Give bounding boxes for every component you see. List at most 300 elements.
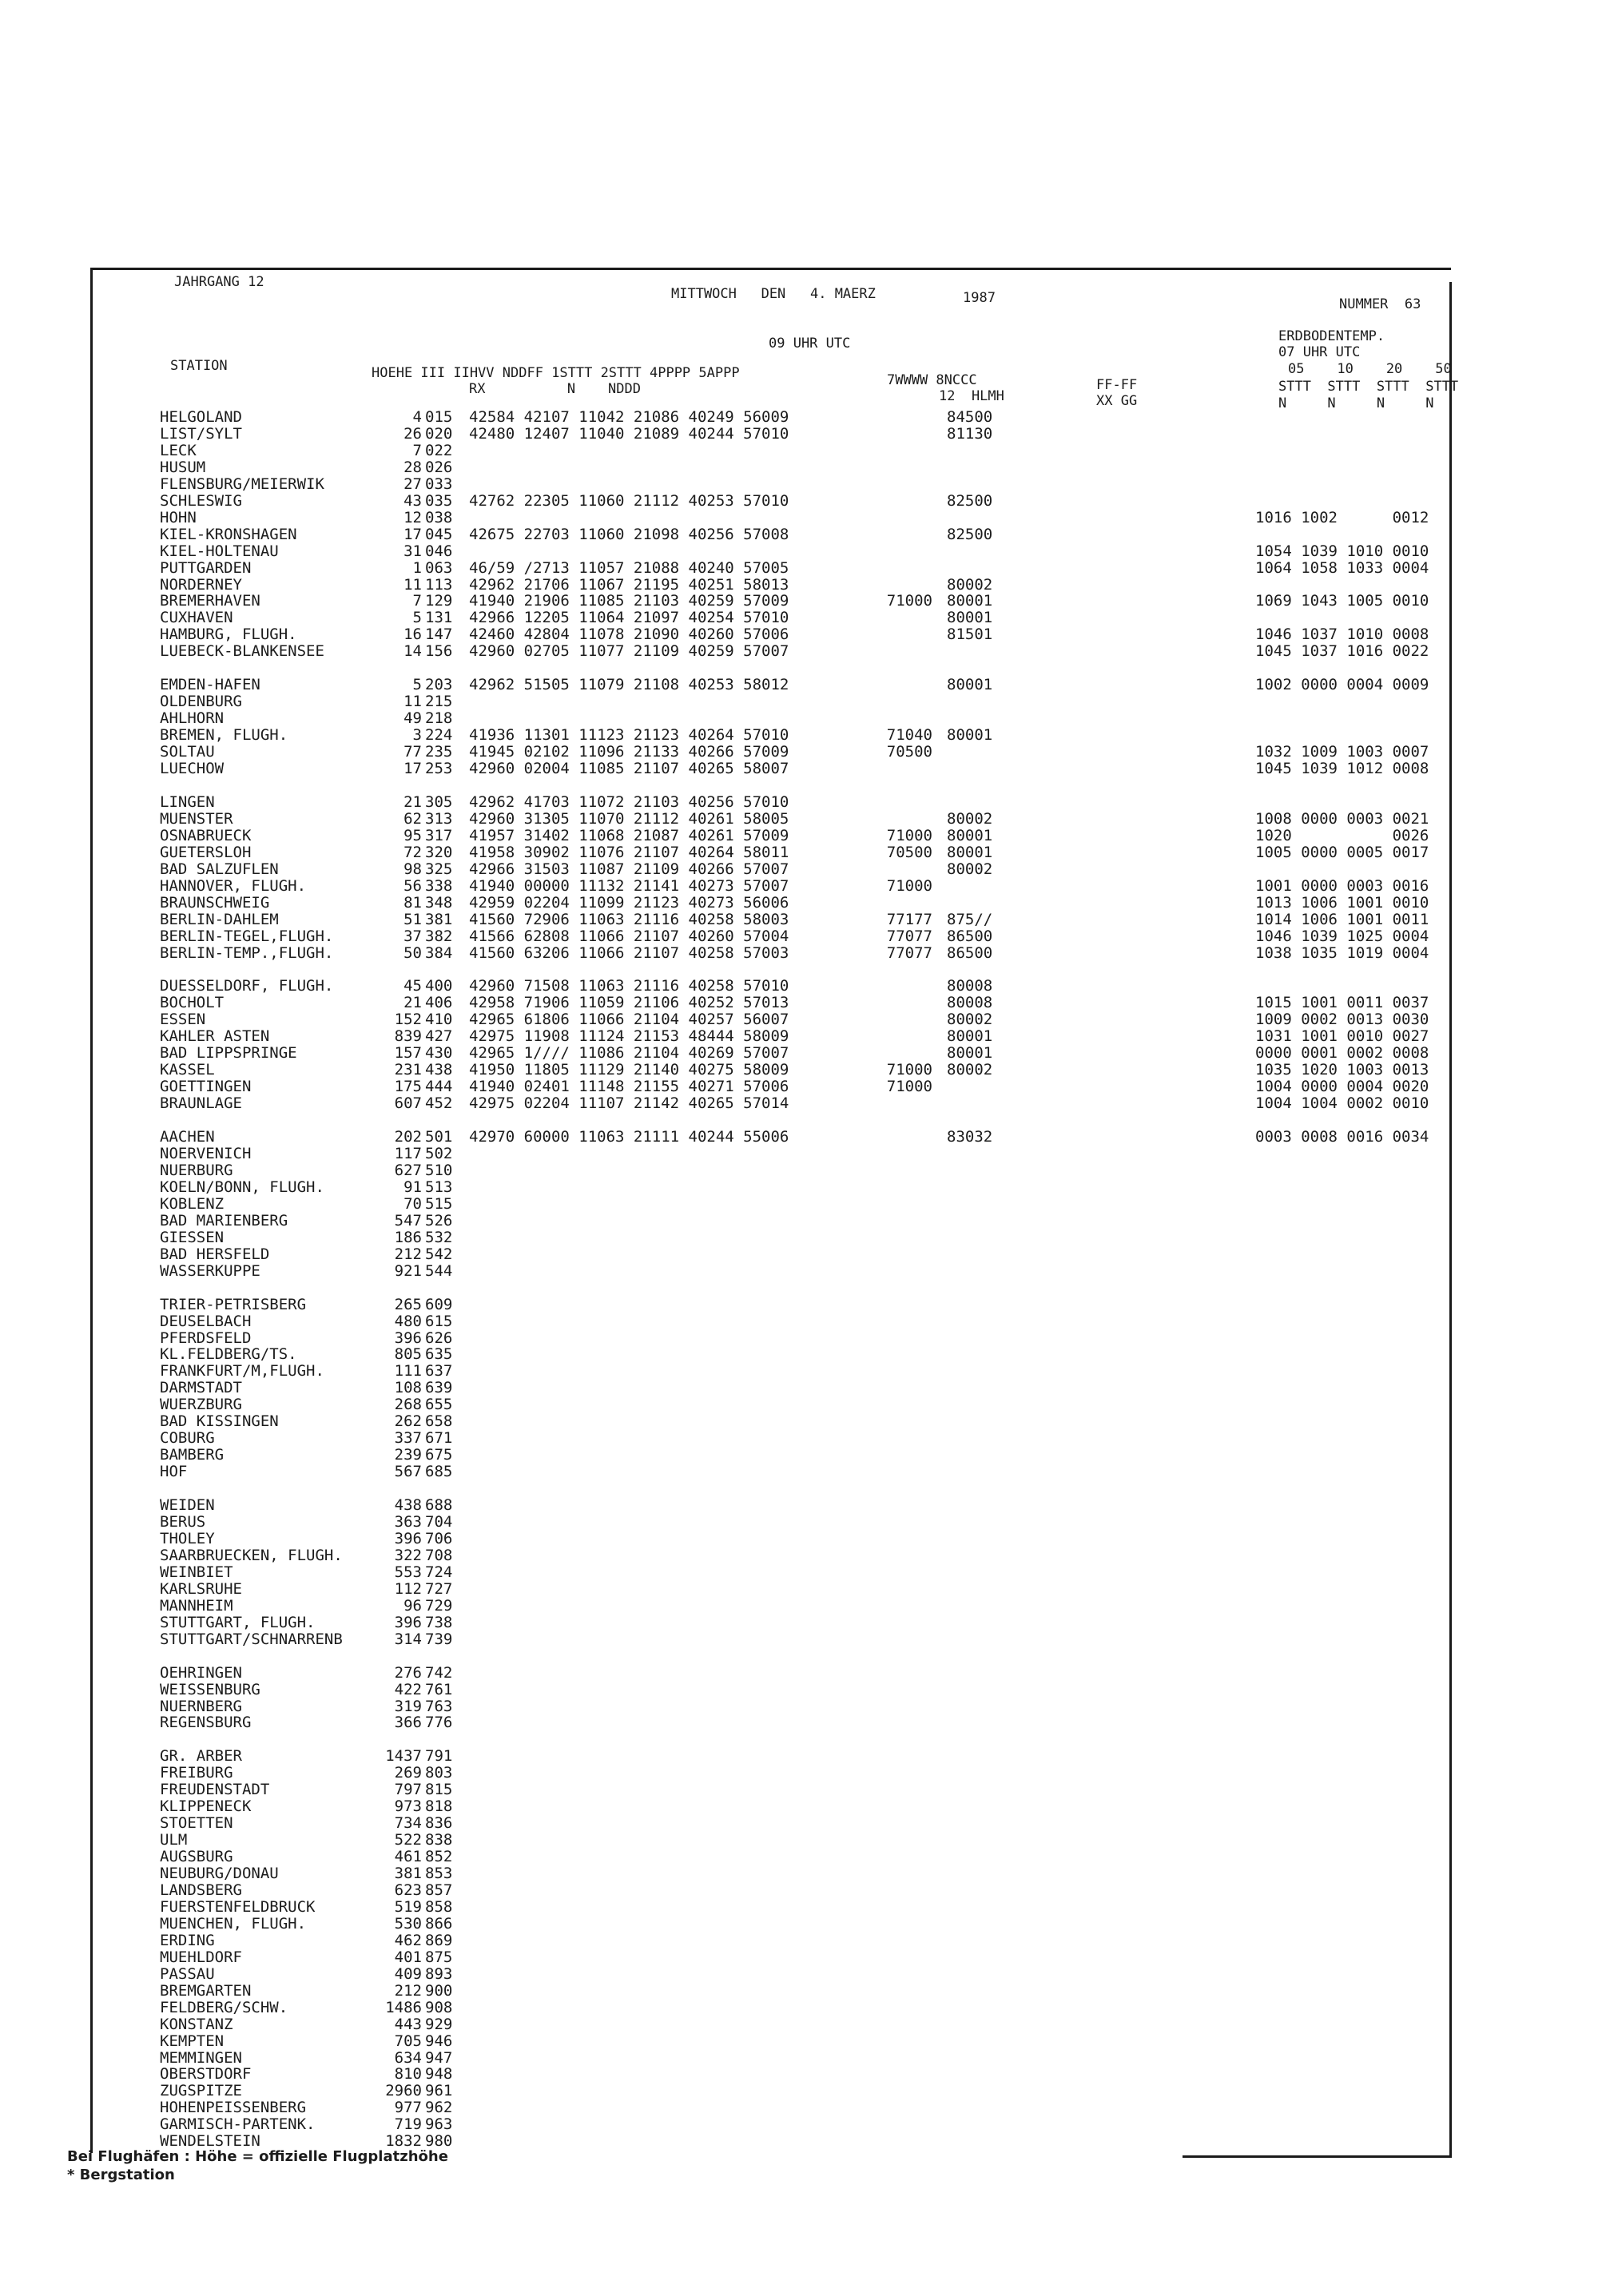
- station-name: BERUS: [160, 1513, 206, 1531]
- station-height: 239: [394, 1446, 422, 1464]
- soil-temp-time: 07 UHR UTC: [1278, 344, 1361, 360]
- station-name: MEMMINGEN: [160, 2048, 242, 2067]
- station-name: GIESSEN: [160, 1228, 225, 1246]
- station-height: 17: [403, 525, 422, 543]
- station-number: 129: [425, 592, 453, 610]
- station-soil-temps: 1031 1001 0010 0027: [1255, 1027, 1429, 1046]
- station-number: 815: [425, 1781, 453, 1799]
- station-soil-temps: 1013 1006 1001 0010: [1255, 893, 1429, 912]
- station-number: 852: [425, 1848, 453, 1866]
- station-observations: 42975 11908 11124 21153 48444 58009: [469, 1027, 789, 1046]
- station-number: 655: [425, 1396, 453, 1414]
- station-number: 738: [425, 1613, 453, 1631]
- station-observations: 42975 02204 11107 21142 40265 57014: [469, 1094, 789, 1113]
- station-height: 212: [394, 1981, 422, 2000]
- station-soil-temps: 1001 0000 0003 0016: [1255, 876, 1429, 895]
- station-name: KL.FELDBERG/TS.: [160, 1345, 297, 1364]
- station-number: 026: [425, 458, 453, 476]
- station-height: 462: [394, 1931, 422, 1949]
- station-height: 112: [394, 1579, 422, 1598]
- station-number: 739: [425, 1630, 453, 1648]
- station-cloud-group: 83032: [947, 1128, 993, 1146]
- station-soil-temps: 1069 1043 1005 0010: [1255, 592, 1429, 610]
- station-number: 948: [425, 2065, 453, 2083]
- station-name: PUTTGARDEN: [160, 558, 252, 577]
- station-number: 348: [425, 893, 453, 912]
- station-name: LUEBECK-BLANKENSEE: [160, 642, 324, 661]
- station-height: 607: [394, 1094, 422, 1113]
- station-cloud-group: 80002: [947, 809, 993, 828]
- station-name: FREUDENSTADT: [160, 1781, 270, 1799]
- station-number: 706: [425, 1529, 453, 1547]
- station-cloud-group: 80002: [947, 860, 993, 878]
- station-name: KAHLER ASTEN: [160, 1027, 270, 1046]
- station-number: 675: [425, 1446, 453, 1464]
- station-number: 724: [425, 1563, 453, 1581]
- station-height: 734: [394, 1814, 422, 1833]
- station-height: 21: [403, 994, 422, 1012]
- station-height: 627: [394, 1161, 422, 1179]
- station-height: 337: [394, 1429, 422, 1448]
- station-cloud-group: 84500: [947, 408, 993, 426]
- station-name: HUSUM: [160, 458, 206, 476]
- station-weather-group: 71000: [886, 592, 932, 610]
- station-name: ULM: [160, 1831, 188, 1849]
- station-height: 314: [394, 1630, 422, 1648]
- station-observations: 42962 21706 11067 21195 40251 58013: [469, 575, 789, 594]
- station-number: 513: [425, 1178, 453, 1196]
- station-name: BAD HERSFELD: [160, 1245, 270, 1263]
- station-height: 7: [412, 441, 422, 459]
- station-height: 480: [394, 1312, 422, 1330]
- station-number: 015: [425, 408, 453, 426]
- station-height: 62: [403, 809, 422, 828]
- station-observations: 42460 42804 11078 21090 40260 57006: [469, 626, 789, 644]
- station-height: 973: [394, 1797, 422, 1816]
- station-height: 11: [403, 693, 422, 711]
- station-observations: 42965 61806 11066 21104 40257 56007: [469, 1011, 789, 1029]
- frame-top-line: [90, 268, 1451, 270]
- station-height: 152: [394, 1011, 422, 1029]
- station-number: 727: [425, 1579, 453, 1598]
- station-name: BAD LIPPSPRINGE: [160, 1044, 297, 1063]
- station-name: BRAUNLAGE: [160, 1094, 242, 1113]
- station-number: 857: [425, 1881, 453, 1899]
- station-height: 396: [394, 1529, 422, 1547]
- station-number: 776: [425, 1714, 453, 1732]
- station-number: 045: [425, 525, 453, 543]
- station-number: 224: [425, 726, 453, 745]
- station-weather-group: 77077: [886, 927, 932, 945]
- station-height: 1832: [385, 2132, 422, 2151]
- station-height: 49: [403, 709, 422, 728]
- station-name: GUETERSLOH: [160, 843, 252, 861]
- station-number: 869: [425, 1931, 453, 1949]
- station-height: 366: [394, 1714, 422, 1732]
- station-name: KIEL-KRONSHAGEN: [160, 525, 297, 543]
- station-observations: 42966 12205 11064 21097 40254 57010: [469, 609, 789, 627]
- station-number: 384: [425, 943, 453, 962]
- station-height: 719: [394, 2115, 422, 2134]
- station-height: 3: [412, 726, 422, 745]
- station-number: 658: [425, 1412, 453, 1431]
- station-observations: 42960 31305 11070 21112 40261 58005: [469, 809, 789, 828]
- station-height: 797: [394, 1781, 422, 1799]
- station-height: 175: [394, 1078, 422, 1096]
- station-name: KLIPPENECK: [160, 1797, 252, 1816]
- station-cloud-group: 80001: [947, 1044, 993, 1063]
- observation-time: 09 UHR UTC: [769, 336, 851, 352]
- station-cloud-group: 80002: [947, 1011, 993, 1029]
- station-number: 688: [425, 1496, 453, 1515]
- station-number: 866: [425, 1914, 453, 1933]
- ff-column-header: FF-FF: [1096, 377, 1138, 393]
- station-number: 838: [425, 1831, 453, 1849]
- station-name: COBURG: [160, 1429, 215, 1448]
- station-name: BAD KISSINGEN: [160, 1412, 279, 1431]
- frame-left-line: [90, 268, 93, 2153]
- station-observations: 42958 71906 11059 21106 40252 57013: [469, 994, 789, 1012]
- station-height: 26: [403, 424, 422, 443]
- station-height: 50: [403, 943, 422, 962]
- station-number: 900: [425, 1981, 453, 2000]
- station-observations: 41940 02401 11148 21155 40271 57006: [469, 1078, 789, 1096]
- station-height: 547: [394, 1211, 422, 1229]
- station-number: 544: [425, 1261, 453, 1280]
- station-number: 742: [425, 1663, 453, 1682]
- station-height: 21: [403, 792, 422, 811]
- station-number: 635: [425, 1345, 453, 1364]
- station-soil-temps: 1009 0002 0013 0030: [1255, 1011, 1429, 1029]
- station-cloud-group: 81130: [947, 424, 993, 443]
- station-name: AUGSBURG: [160, 1848, 233, 1866]
- station-height: 91: [403, 1178, 422, 1196]
- station-observations: 42962 41703 11072 21103 40256 57010: [469, 792, 789, 811]
- station-height: 268: [394, 1396, 422, 1414]
- station-observations: 42966 31503 11087 21109 40266 57007: [469, 860, 789, 878]
- frame-bottom-line: [1183, 2155, 1451, 2158]
- station-observations: 41940 21906 11085 21103 40259 57009: [469, 592, 789, 610]
- station-soil-temps: 1064 1058 1033 0004: [1255, 558, 1429, 577]
- station-number: 438: [425, 1061, 453, 1079]
- station-observations: 41936 11301 11123 21123 40264 57010: [469, 726, 789, 745]
- station-number: 502: [425, 1145, 453, 1162]
- station-number: 929: [425, 2015, 453, 2033]
- station-name: GARMISCH-PARTENK.: [160, 2115, 316, 2134]
- station-number: 515: [425, 1194, 453, 1213]
- station-name: STUTTGART, FLUGH.: [160, 1613, 316, 1631]
- station-name: WEINBIET: [160, 1563, 233, 1581]
- station-height: 396: [394, 1613, 422, 1631]
- station-number: 761: [425, 1680, 453, 1698]
- station-name: WENDELSTEIN: [160, 2132, 260, 2151]
- station-height: 81: [403, 893, 422, 912]
- station-name: SOLTAU: [160, 743, 215, 761]
- station-number: 325: [425, 860, 453, 878]
- station-number: 963: [425, 2115, 453, 2134]
- station-soil-temps: 1004 1004 0002 0010: [1255, 1094, 1429, 1113]
- station-number: 113: [425, 575, 453, 594]
- station-height: 98: [403, 860, 422, 878]
- soil-temp-stt: STTT STTT STTT STTT: [1278, 379, 1459, 395]
- station-height: 37: [403, 927, 422, 945]
- station-height: 2960: [385, 2082, 422, 2100]
- station-soil-temps: 1035 1020 1003 0013: [1255, 1061, 1429, 1079]
- station-number: 320: [425, 843, 453, 861]
- station-name: BAD MARIENBERG: [160, 1211, 288, 1229]
- station-weather-group: 77177: [886, 910, 932, 928]
- station-height: 28: [403, 458, 422, 476]
- station-name: WASSERKUPPE: [160, 1261, 260, 1280]
- station-number: 156: [425, 642, 453, 661]
- station-number: 510: [425, 1161, 453, 1179]
- station-number: 317: [425, 826, 453, 844]
- station-number: 253: [425, 760, 453, 777]
- soil-temp-title: ERDBODENTEMP.: [1278, 328, 1385, 344]
- station-number: 147: [425, 626, 453, 644]
- station-name: DEUSELBACH: [160, 1312, 252, 1330]
- station-height: 231: [394, 1061, 422, 1079]
- station-number: 671: [425, 1429, 453, 1448]
- station-cloud-group: 82500: [947, 491, 993, 510]
- station-observations: 42959 02204 11099 21123 40273 56006: [469, 893, 789, 912]
- station-cloud-group: 80008: [947, 977, 993, 995]
- station-name: AHLHORN: [160, 709, 225, 728]
- station-cloud-group: 80001: [947, 843, 993, 861]
- station-cloud-group: 81501: [947, 626, 993, 644]
- station-name: MUEHLDORF: [160, 1948, 242, 1966]
- station-height: 805: [394, 1345, 422, 1364]
- station-name: OBERSTDORF: [160, 2065, 252, 2083]
- station-name: KOBLENZ: [160, 1194, 225, 1213]
- station-height: 77: [403, 743, 422, 761]
- station-name: AACHEN: [160, 1128, 215, 1146]
- station-name: NEUBURG/DONAU: [160, 1865, 279, 1883]
- station-observations: 41950 11805 11129 21140 40275 58009: [469, 1061, 789, 1079]
- station-height: 977: [394, 2099, 422, 2117]
- station-weather-group: 77077: [886, 943, 932, 962]
- station-observations: 42480 12407 11040 21089 40244 57010: [469, 424, 789, 443]
- station-height: 634: [394, 2048, 422, 2067]
- station-name: STUTTGART/SCHNARRENB: [160, 1630, 343, 1648]
- station-number: 063: [425, 558, 453, 577]
- station-height: 623: [394, 1881, 422, 1899]
- station-weather-group: 70500: [886, 843, 932, 861]
- station-height: 56: [403, 876, 422, 895]
- station-name: FLENSBURG/MEIERWIK: [160, 475, 324, 493]
- station-number: 946: [425, 2032, 453, 2050]
- station-height: 27: [403, 475, 422, 493]
- station-name: MUENSTER: [160, 809, 233, 828]
- station-name: MANNHEIM: [160, 1596, 233, 1615]
- station-number: 961: [425, 2082, 453, 2100]
- station-name: EMDEN-HAFEN: [160, 676, 260, 694]
- station-name: PASSAU: [160, 1964, 215, 1983]
- soil-temp-n: N N N N: [1278, 395, 1434, 411]
- station-number: 615: [425, 1312, 453, 1330]
- station-number: 609: [425, 1295, 453, 1313]
- station-weather-group: 71000: [886, 826, 932, 844]
- station-soil-temps: 1046 1039 1025 0004: [1255, 927, 1429, 945]
- station-number: 046: [425, 542, 453, 560]
- station-height: 438: [394, 1496, 422, 1515]
- station-column-header: STATION: [170, 358, 228, 374]
- station-number: 430: [425, 1044, 453, 1063]
- station-name: NOERVENICH: [160, 1145, 252, 1162]
- station-height: 262: [394, 1412, 422, 1431]
- station-number: 858: [425, 1897, 453, 1916]
- station-name: TRIER-PETRISBERG: [160, 1295, 307, 1313]
- station-observations: 41560 72906 11063 21116 40258 58003: [469, 910, 789, 928]
- station-height: 276: [394, 1663, 422, 1682]
- station-soil-temps: 1046 1037 1010 0008: [1255, 626, 1429, 644]
- station-name: BERLIN-TEGEL,FLUGH.: [160, 927, 334, 945]
- station-cloud-group: 875//: [947, 910, 993, 928]
- station-number: 685: [425, 1463, 453, 1481]
- station-soil-temps: 1004 0000 0004 0020: [1255, 1078, 1429, 1096]
- station-soil-temps: 1032 1009 1003 0007: [1255, 743, 1429, 761]
- station-height: 212: [394, 1245, 422, 1263]
- station-number: 218: [425, 709, 453, 728]
- station-height: 186: [394, 1228, 422, 1246]
- station-cloud-group: 80001: [947, 609, 993, 627]
- station-height: 461: [394, 1848, 422, 1866]
- station-number: 908: [425, 1998, 453, 2016]
- station-number: 400: [425, 977, 453, 995]
- station-name: BREMEN, FLUGH.: [160, 726, 288, 745]
- station-name: KEMPTEN: [160, 2032, 225, 2050]
- station-name: LECK: [160, 441, 197, 459]
- station-height: 5: [412, 676, 422, 694]
- station-name: PFERDSFELD: [160, 1329, 252, 1347]
- station-height: 5: [412, 609, 422, 627]
- main-columns-header: HOEHE III IIHVV NDDFF 1STTT 2STTT 4PPPP 5APPP: [372, 365, 740, 381]
- station-number: 444: [425, 1078, 453, 1096]
- station-number: 947: [425, 2048, 453, 2067]
- station-number: 729: [425, 1596, 453, 1615]
- station-height: 95: [403, 826, 422, 844]
- station-name: DARMSTADT: [160, 1379, 242, 1397]
- station-height: 265: [394, 1295, 422, 1313]
- station-height: 322: [394, 1546, 422, 1564]
- station-height: 1486: [385, 1998, 422, 2016]
- station-weather-group: 71000: [886, 1061, 932, 1079]
- station-cloud-group: 80002: [947, 575, 993, 594]
- station-height: 4: [412, 408, 422, 426]
- station-name: ZUGSPITZE: [160, 2082, 242, 2100]
- station-height: 1: [412, 558, 422, 577]
- station-name: BREMERHAVEN: [160, 592, 260, 610]
- station-soil-temps: 1045 1037 1016 0022: [1255, 642, 1429, 661]
- station-height: 202: [394, 1128, 422, 1146]
- station-height: 810: [394, 2065, 422, 2083]
- station-name: BERLIN-TEMP.,FLUGH.: [160, 943, 334, 962]
- station-height: 522: [394, 1831, 422, 1849]
- station-observations: 42960 71508 11063 21116 40258 57010: [469, 977, 789, 995]
- station-height: 319: [394, 1697, 422, 1715]
- station-soil-temps: 1016 1002 0012: [1255, 508, 1429, 526]
- station-cloud-group: 80001: [947, 592, 993, 610]
- station-cloud-group: 86500: [947, 927, 993, 945]
- jahrgang-label: JAHRGANG 12: [174, 274, 264, 290]
- station-number: 875: [425, 1948, 453, 1966]
- station-weather-group: 70500: [886, 743, 932, 761]
- station-soil-temps: 1014 1006 1001 0011: [1255, 910, 1429, 928]
- station-name: ESSEN: [160, 1011, 206, 1029]
- station-height: 45: [403, 977, 422, 995]
- station-name: HELGOLAND: [160, 408, 242, 426]
- xxgg-column-header: XX GG: [1096, 393, 1138, 409]
- station-name: FREIBURG: [160, 1764, 233, 1782]
- station-number: 305: [425, 792, 453, 811]
- station-number: 803: [425, 1764, 453, 1782]
- station-height: 705: [394, 2032, 422, 2050]
- station-observations: 42584 42107 11042 21086 40249 56009: [469, 408, 789, 426]
- station-height: 519: [394, 1897, 422, 1916]
- station-name: KARLSRUHE: [160, 1579, 242, 1598]
- station-name: SAARBRUECKEN, FLUGH.: [160, 1546, 343, 1564]
- station-number: 033: [425, 475, 453, 493]
- station-weather-group: 71040: [886, 726, 932, 745]
- station-name: KONSTANZ: [160, 2015, 233, 2033]
- station-name: LINGEN: [160, 792, 215, 811]
- station-height: 11: [403, 575, 422, 594]
- station-height: 96: [403, 1596, 422, 1615]
- station-number: 452: [425, 1094, 453, 1113]
- station-height: 72: [403, 843, 422, 861]
- station-number: 893: [425, 1964, 453, 1983]
- station-cloud-group: 80001: [947, 726, 993, 745]
- station-name: NUERNBERG: [160, 1697, 242, 1715]
- station-soil-temps: 1045 1039 1012 0008: [1255, 760, 1429, 777]
- station-observations: 42762 22305 11060 21112 40253 57010: [469, 491, 789, 510]
- station-name: CUXHAVEN: [160, 609, 233, 627]
- station-height: 70: [403, 1194, 422, 1213]
- station-cloud-group: 80008: [947, 994, 993, 1012]
- station-name: ERDING: [160, 1931, 215, 1949]
- station-observations: 41566 62808 11066 21107 40260 57004: [469, 927, 789, 945]
- station-height: 363: [394, 1513, 422, 1531]
- station-number: 022: [425, 441, 453, 459]
- station-cloud-group: 82500: [947, 525, 993, 543]
- station-name: KOELN/BONN, FLUGH.: [160, 1178, 324, 1196]
- station-height: 443: [394, 2015, 422, 2033]
- station-number: 962: [425, 2099, 453, 2117]
- station-observations: 42970 60000 11063 21111 40244 55006: [469, 1128, 789, 1146]
- station-soil-temps: 1038 1035 1019 0004: [1255, 943, 1429, 962]
- cloud-columns-subheader: 12 HLMH: [939, 388, 1004, 404]
- footnote-airports: Bei Flughäfen : Höhe = offizielle Flugplatzhöhe: [67, 2148, 448, 2165]
- station-height: 381: [394, 1865, 422, 1883]
- station-observations: 41958 30902 11076 21107 40264 58011: [469, 843, 789, 861]
- station-number: 131: [425, 609, 453, 627]
- station-number: 382: [425, 927, 453, 945]
- station-number: 526: [425, 1211, 453, 1229]
- report-number: NUMMER 63: [1339, 296, 1421, 312]
- station-name: FUERSTENFELDBRUCK: [160, 1897, 316, 1916]
- station-number: 980: [425, 2132, 453, 2151]
- station-observations: 42960 02705 11077 21109 40259 57007: [469, 642, 789, 661]
- station-observations: 41560 63206 11066 21107 40258 57003: [469, 943, 789, 962]
- station-name: LUECHOW: [160, 760, 225, 777]
- station-number: 338: [425, 876, 453, 895]
- station-name: HOHENPEISSENBERG: [160, 2099, 307, 2117]
- station-number: 410: [425, 1011, 453, 1029]
- station-height: 117: [394, 1145, 422, 1162]
- station-number: 542: [425, 1245, 453, 1263]
- station-height: 31: [403, 542, 422, 560]
- station-height: 396: [394, 1329, 422, 1347]
